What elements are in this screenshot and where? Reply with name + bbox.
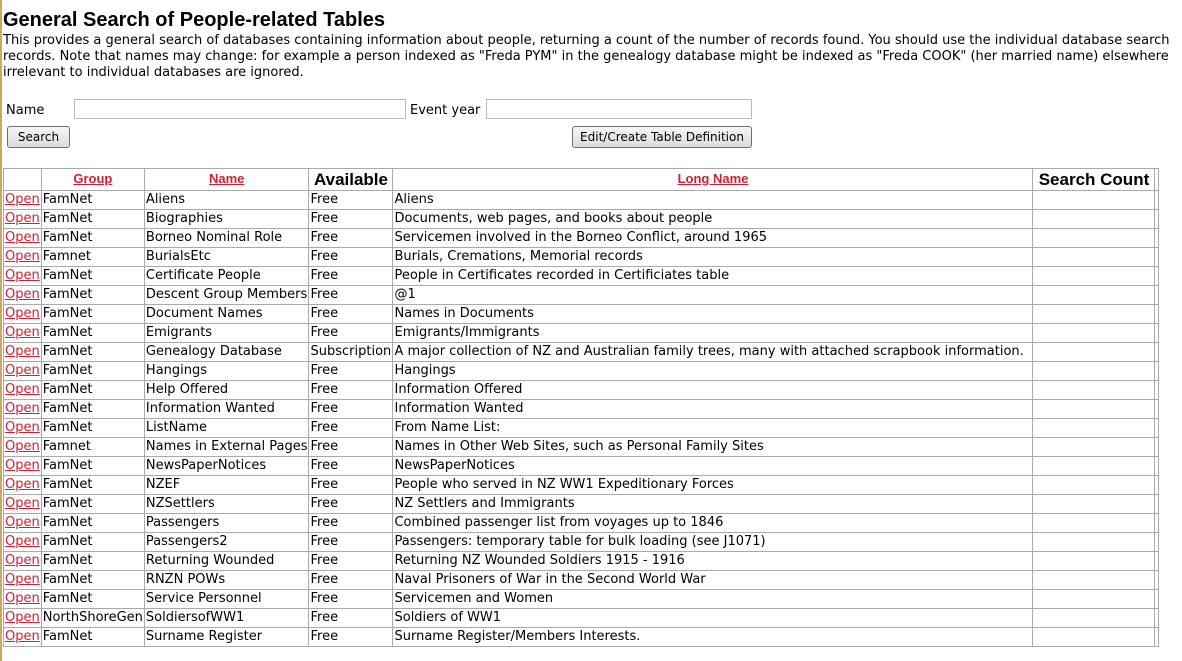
spacer-cell [1155, 381, 1159, 400]
long-name-cell: A major collection of NZ and Australian family trees, many with attached scrapbook information. [393, 343, 1033, 362]
available-cell: Free [309, 191, 393, 210]
search-count-cell [1033, 514, 1155, 533]
spacer-cell [1155, 628, 1159, 647]
table-row [4, 362, 1159, 381]
name-cell: Emigrants [144, 324, 309, 343]
table-row [4, 457, 1159, 476]
long-name-cell: Servicemen involved in the Borneo Conflict, around 1965 [393, 229, 1033, 248]
open-cell [4, 210, 42, 229]
open-link[interactable]: Open [5, 230, 40, 245]
group-cell: FamNet [41, 324, 144, 343]
search-count-cell [1033, 628, 1155, 647]
open-link[interactable]: Open [5, 439, 40, 454]
open-link[interactable]: Open [5, 192, 40, 207]
open-link[interactable]: Open [5, 268, 40, 283]
name-cell: Passengers2 [144, 533, 309, 552]
open-cell [4, 286, 42, 305]
open-link[interactable]: Open [5, 382, 40, 397]
group-cell: FamNet [41, 533, 144, 552]
available-cell: Free [309, 533, 393, 552]
spacer-cell [1155, 343, 1159, 362]
table-row [4, 229, 1159, 248]
search-count-cell [1033, 400, 1155, 419]
open-cell [4, 343, 42, 362]
available-cell: Free [309, 381, 393, 400]
spacer-cell [1155, 210, 1159, 229]
search-count-cell [1033, 571, 1155, 590]
open-link[interactable]: Open [5, 401, 40, 416]
table-row [4, 552, 1159, 571]
open-cell [4, 362, 42, 381]
search-count-cell [1033, 438, 1155, 457]
open-column-header [4, 169, 42, 191]
group-cell: FamNet [41, 495, 144, 514]
long-name-cell: Naval Prisoners of War in the Second World War [393, 571, 1033, 590]
search-count-cell [1033, 248, 1155, 267]
table-row [4, 514, 1159, 533]
search-count-cell [1033, 476, 1155, 495]
search-count-cell [1033, 381, 1155, 400]
spacer-column-header [1155, 169, 1159, 191]
open-cell [4, 324, 42, 343]
open-cell [4, 305, 42, 324]
long-name-cell: Aliens [393, 191, 1033, 210]
sort-by-group-link[interactable]: Group [73, 171, 113, 186]
spacer-cell [1155, 571, 1159, 590]
open-cell [4, 495, 42, 514]
group-cell: Famnet [41, 248, 144, 267]
spacer-cell [1155, 533, 1159, 552]
name-cell: NZEF [144, 476, 309, 495]
table-row [4, 419, 1159, 438]
search-count-cell [1033, 324, 1155, 343]
table-row [4, 438, 1159, 457]
event-year-label: Event year [410, 103, 481, 118]
long-name-cell: Surname Register/Members Interests. [393, 628, 1033, 647]
available-cell: Free [309, 248, 393, 267]
long-name-cell: Soldiers of WW1 [393, 609, 1033, 628]
table-row [4, 571, 1159, 590]
open-cell [4, 609, 42, 628]
table-row [4, 400, 1159, 419]
open-cell [4, 571, 42, 590]
table-row [4, 286, 1159, 305]
open-link[interactable]: Open [5, 572, 40, 587]
spacer-cell [1155, 229, 1159, 248]
long-name-cell: Emigrants/Immigrants [393, 324, 1033, 343]
group-cell: FamNet [41, 191, 144, 210]
open-cell [4, 533, 42, 552]
table-row [4, 324, 1159, 343]
name-cell: Help Offered [144, 381, 309, 400]
long-name-column-header[interactable] [393, 169, 1033, 191]
name-cell: RNZN POWs [144, 571, 309, 590]
results-table-body [4, 191, 1159, 647]
spacer-cell [1155, 286, 1159, 305]
search-count-cell [1033, 495, 1155, 514]
table-row [4, 381, 1159, 400]
open-link[interactable]: Open [5, 591, 40, 606]
open-cell [4, 590, 42, 609]
intro-line: This provides a general search of databases containing information about people, returning a count of the number of records found. You should use the individual database search [3, 33, 1170, 48]
results-table [3, 168, 1159, 647]
long-name-cell: Names in Documents [393, 305, 1033, 324]
table-row [4, 210, 1159, 229]
table-row [4, 495, 1159, 514]
open-link[interactable]: Open [5, 496, 40, 511]
name-cell: Document Names [144, 305, 309, 324]
open-link[interactable]: Open [5, 287, 40, 302]
available-cell: Free [309, 514, 393, 533]
name-cell: Certificate People [144, 267, 309, 286]
group-cell: FamNet [41, 590, 144, 609]
search-button[interactable]: Search [7, 126, 70, 148]
long-name-cell: NewsPaperNotices [393, 457, 1033, 476]
available-cell: Free [309, 628, 393, 647]
open-link[interactable]: Open [5, 420, 40, 435]
name-cell: Descent Group Members [144, 286, 309, 305]
group-cell: FamNet [41, 362, 144, 381]
long-name-cell: @1 [393, 286, 1033, 305]
available-cell: Free [309, 609, 393, 628]
available-cell: Free [309, 419, 393, 438]
name-cell: Surname Register [144, 628, 309, 647]
table-row [4, 267, 1159, 286]
spacer-cell [1155, 248, 1159, 267]
open-cell [4, 191, 42, 210]
available-cell: Free [309, 362, 393, 381]
open-link[interactable]: Open [5, 249, 40, 264]
group-cell: FamNet [41, 514, 144, 533]
long-name-cell: Hangings [393, 362, 1033, 381]
spacer-cell [1155, 552, 1159, 571]
name-cell: Names in External Pages [144, 438, 309, 457]
available-cell: Free [309, 438, 393, 457]
long-name-cell: People in Certificates recorded in Certificiates table [393, 267, 1033, 286]
table-row [4, 343, 1159, 362]
search-count-cell [1033, 267, 1155, 286]
spacer-cell [1155, 419, 1159, 438]
open-cell [4, 248, 42, 267]
group-cell: FamNet [41, 305, 144, 324]
page-title: General Search of People-related Tables [3, 9, 385, 31]
name-label: Name [6, 103, 45, 118]
open-cell [4, 514, 42, 533]
open-link[interactable]: Open [5, 534, 40, 549]
open-link[interactable]: Open [5, 629, 40, 644]
search-count-cell [1033, 191, 1155, 210]
open-cell [4, 628, 42, 647]
open-link[interactable]: Open [5, 325, 40, 340]
long-name-cell: Servicemen and Women [393, 590, 1033, 609]
spacer-cell [1155, 590, 1159, 609]
available-column-header: Available [309, 169, 393, 191]
open-cell [4, 476, 42, 495]
available-cell: Free [309, 305, 393, 324]
available-cell: Free [309, 495, 393, 514]
intro-line: irrelevant to individual databases are ignored. [3, 65, 304, 80]
table-row [4, 305, 1159, 324]
table-row [4, 590, 1159, 609]
available-cell: Subscription [309, 343, 393, 362]
name-cell: Returning Wounded [144, 552, 309, 571]
open-link[interactable]: Open [5, 553, 40, 568]
name-input[interactable] [74, 99, 406, 119]
spacer-cell [1155, 609, 1159, 628]
group-cell: FamNet [41, 267, 144, 286]
name-cell: Borneo Nominal Role [144, 229, 309, 248]
open-link[interactable]: Open [5, 515, 40, 530]
open-cell [4, 267, 42, 286]
event-year-input[interactable] [486, 99, 752, 119]
group-cell: FamNet [41, 571, 144, 590]
search-count-cell [1033, 590, 1155, 609]
table-row [4, 628, 1159, 647]
available-cell: Free [309, 267, 393, 286]
long-name-cell: Information Wanted [393, 400, 1033, 419]
available-cell: Free [309, 324, 393, 343]
group-column-header[interactable] [41, 169, 144, 191]
group-cell: FamNet [41, 419, 144, 438]
available-cell: Free [309, 590, 393, 609]
open-cell [4, 457, 42, 476]
spacer-cell [1155, 191, 1159, 210]
open-link[interactable]: Open [5, 211, 40, 226]
available-cell: Free [309, 229, 393, 248]
name-cell: SoldiersofWW1 [144, 609, 309, 628]
spacer-cell [1155, 267, 1159, 286]
group-cell: FamNet [41, 343, 144, 362]
available-cell: Free [309, 571, 393, 590]
search-count-cell [1033, 552, 1155, 571]
intro-text [3, 33, 1182, 81]
spacer-cell [1155, 438, 1159, 457]
sort-by-long-name-link[interactable]: Long Name [677, 171, 749, 186]
edit-table-definition-button[interactable]: Edit/Create Table Definition [572, 126, 752, 148]
group-cell: Famnet [41, 438, 144, 457]
group-cell: FamNet [41, 628, 144, 647]
search-count-cell [1033, 305, 1155, 324]
long-name-cell: Names in Other Web Sites, such as Personal Family Sites [393, 438, 1033, 457]
group-cell: FamNet [41, 210, 144, 229]
open-link[interactable]: Open [5, 477, 40, 492]
name-cell: NZSettlers [144, 495, 309, 514]
search-count-cell [1033, 457, 1155, 476]
search-count-cell [1033, 286, 1155, 305]
search-count-cell [1033, 229, 1155, 248]
open-link[interactable]: Open [5, 306, 40, 321]
intro-line: records. Note that names may change: for example a person indexed as "Freda PYM" in the genealogy database might be indexed as "Freda COOK" (her married name) elsewhere [3, 49, 1169, 64]
name-cell: Genealogy Database [144, 343, 309, 362]
search-count-cell [1033, 533, 1155, 552]
group-cell: FamNet [41, 400, 144, 419]
long-name-cell: Burials, Cremations, Memorial records [393, 248, 1033, 267]
group-cell: FamNet [41, 381, 144, 400]
table-row [4, 609, 1159, 628]
spacer-cell [1155, 495, 1159, 514]
open-cell [4, 438, 42, 457]
long-name-cell: Combined passenger list from voyages up to 1846 [393, 514, 1033, 533]
name-cell: ListName [144, 419, 309, 438]
spacer-cell [1155, 514, 1159, 533]
search-count-cell [1033, 362, 1155, 381]
name-cell: Service Personnel [144, 590, 309, 609]
search-count-cell [1033, 210, 1155, 229]
spacer-cell [1155, 324, 1159, 343]
available-cell: Free [309, 476, 393, 495]
available-cell: Free [309, 210, 393, 229]
long-name-cell: People who served in NZ WW1 Expeditionary Forces [393, 476, 1033, 495]
available-cell: Free [309, 552, 393, 571]
long-name-cell: Passengers: temporary table for bulk loading (see J1071) [393, 533, 1033, 552]
table-row [4, 191, 1159, 210]
spacer-cell [1155, 457, 1159, 476]
name-cell: Biographies [144, 210, 309, 229]
group-cell: FamNet [41, 229, 144, 248]
group-cell: FamNet [41, 552, 144, 571]
open-link[interactable]: Open [5, 344, 40, 359]
name-cell: Hangings [144, 362, 309, 381]
name-cell: BurialsEtc [144, 248, 309, 267]
name-cell: Passengers [144, 514, 309, 533]
open-link[interactable]: Open [5, 363, 40, 378]
available-cell: Free [309, 286, 393, 305]
group-cell: FamNet [41, 476, 144, 495]
name-cell: Aliens [144, 191, 309, 210]
sort-by-name-link[interactable]: Name [208, 171, 245, 186]
open-link[interactable]: Open [5, 610, 40, 625]
group-cell: FamNet [41, 286, 144, 305]
long-name-cell: Documents, web pages, and books about people [393, 210, 1033, 229]
long-name-cell: From Name List: [393, 419, 1033, 438]
long-name-cell: Returning NZ Wounded Soldiers 1915 - 1916 [393, 552, 1033, 571]
open-cell [4, 381, 42, 400]
search-count-column-header: Search Count [1033, 169, 1155, 191]
spacer-cell [1155, 305, 1159, 324]
search-count-cell [1033, 343, 1155, 362]
spacer-cell [1155, 400, 1159, 419]
name-cell: NewsPaperNotices [144, 457, 309, 476]
open-cell [4, 400, 42, 419]
table-row [4, 476, 1159, 495]
open-cell [4, 229, 42, 248]
open-cell [4, 419, 42, 438]
name-cell: Information Wanted [144, 400, 309, 419]
group-cell: FamNet [41, 457, 144, 476]
table-row [4, 248, 1159, 267]
open-link[interactable]: Open [5, 458, 40, 473]
name-column-header[interactable] [144, 169, 309, 191]
search-count-cell [1033, 419, 1155, 438]
long-name-cell: Information Offered [393, 381, 1033, 400]
open-cell [4, 552, 42, 571]
available-cell: Free [309, 400, 393, 419]
table-header-row [4, 169, 1159, 191]
group-cell: NorthShoreGen [41, 609, 144, 628]
spacer-cell [1155, 362, 1159, 381]
spacer-cell [1155, 476, 1159, 495]
available-cell: Free [309, 457, 393, 476]
table-row [4, 533, 1159, 552]
long-name-cell: NZ Settlers and Immigrants [393, 495, 1033, 514]
search-count-cell [1033, 609, 1155, 628]
